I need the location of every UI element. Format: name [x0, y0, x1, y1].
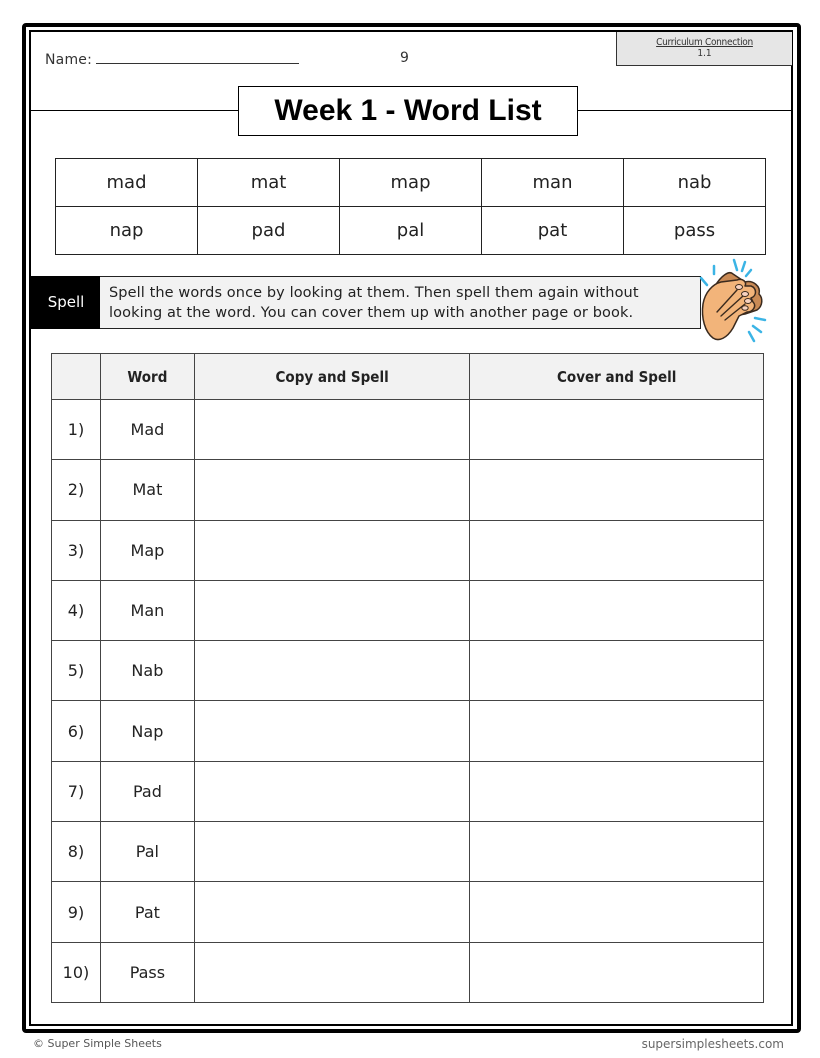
copy-and-spell-cell[interactable] — [194, 822, 470, 882]
row-number: 2) — [52, 460, 101, 520]
cover-and-spell-cell[interactable] — [470, 822, 764, 882]
curriculum-connection-box — [616, 32, 792, 66]
row-word: Pal — [100, 822, 194, 882]
table-row — [52, 701, 764, 761]
copy-and-spell-cell[interactable] — [194, 882, 470, 942]
table-row — [52, 761, 764, 821]
row-number: 3) — [52, 520, 101, 580]
cover-and-spell-cell[interactable] — [470, 761, 764, 821]
name-field[interactable] — [45, 50, 299, 68]
copy-and-spell-cell[interactable] — [194, 701, 470, 761]
cover-and-spell-cell[interactable] — [470, 400, 764, 460]
spell-instructions: Spell the words once by looking at them. Then spell them again without looking at the word. You can cover them up with another page or book. — [100, 276, 701, 329]
row-number: 1) — [52, 400, 101, 460]
page-number: 9 — [400, 50, 409, 66]
row-word: Nab — [100, 641, 194, 701]
footer-website-link[interactable]: supersimplesheets.com — [641, 1037, 784, 1051]
copy-and-spell-cell[interactable] — [194, 400, 470, 460]
clapping-hands-icon — [693, 256, 779, 348]
word-grid-row — [56, 159, 766, 207]
row-word: Pass — [100, 942, 194, 1002]
table-row — [52, 822, 764, 882]
word-grid-cell: pad — [198, 207, 340, 255]
word-grid-cell: pal — [340, 207, 482, 255]
cover-and-spell-cell[interactable] — [470, 942, 764, 1002]
row-number: 4) — [52, 580, 101, 640]
spell-section-label: Spell — [31, 276, 101, 329]
table-row — [52, 460, 764, 520]
row-number: 8) — [52, 822, 101, 882]
word-list-grid — [55, 158, 766, 255]
header-copy-and-spell: Copy and Spell — [194, 354, 470, 400]
word-grid-cell: nab — [624, 159, 766, 207]
word-grid-cell: man — [482, 159, 624, 207]
cover-and-spell-cell[interactable] — [470, 882, 764, 942]
row-number: 6) — [52, 701, 101, 761]
copy-and-spell-cell[interactable] — [194, 460, 470, 520]
name-label: Name: — [45, 52, 93, 68]
table-row — [52, 400, 764, 460]
table-row — [52, 942, 764, 1002]
row-word: Mad — [100, 400, 194, 460]
row-number: 5) — [52, 641, 101, 701]
page-title: Week 1 - Word List — [238, 86, 578, 136]
row-number: 7) — [52, 761, 101, 821]
word-grid-cell: pass — [624, 207, 766, 255]
copy-and-spell-cell[interactable] — [194, 942, 470, 1002]
header-cover-and-spell: Cover and Spell — [470, 354, 764, 400]
word-grid-cell: mad — [56, 159, 198, 207]
word-grid-cell: map — [340, 159, 482, 207]
word-grid-cell: mat — [198, 159, 340, 207]
word-grid-row — [56, 207, 766, 255]
cover-and-spell-cell[interactable] — [470, 520, 764, 580]
copy-and-spell-cell[interactable] — [194, 520, 470, 580]
table-row — [52, 882, 764, 942]
word-grid-cell: nap — [56, 207, 198, 255]
row-number: 9) — [52, 882, 101, 942]
row-word: Nap — [100, 701, 194, 761]
row-number: 10) — [52, 942, 101, 1002]
table-row — [52, 580, 764, 640]
footer-copyright: © Super Simple Sheets — [33, 1037, 162, 1050]
cover-and-spell-cell[interactable] — [470, 641, 764, 701]
header-word: Word — [100, 354, 194, 400]
row-word: Map — [100, 520, 194, 580]
copy-and-spell-cell[interactable] — [194, 580, 470, 640]
row-word: Pat — [100, 882, 194, 942]
table-row — [52, 641, 764, 701]
spelling-practice-table — [51, 353, 764, 1003]
table-row — [52, 520, 764, 580]
curriculum-connection-value: 1.1 — [697, 48, 712, 59]
header-number — [52, 354, 101, 400]
curriculum-connection-link[interactable]: Curriculum Connection — [656, 37, 753, 48]
row-word: Mat — [100, 460, 194, 520]
copy-and-spell-cell[interactable] — [194, 641, 470, 701]
copy-and-spell-cell[interactable] — [194, 761, 470, 821]
row-word: Man — [100, 580, 194, 640]
name-blank-line[interactable] — [96, 50, 299, 64]
cover-and-spell-cell[interactable] — [470, 460, 764, 520]
word-grid-cell: pat — [482, 207, 624, 255]
row-word: Pad — [100, 761, 194, 821]
table-header-row — [52, 354, 764, 400]
cover-and-spell-cell[interactable] — [470, 701, 764, 761]
cover-and-spell-cell[interactable] — [470, 580, 764, 640]
